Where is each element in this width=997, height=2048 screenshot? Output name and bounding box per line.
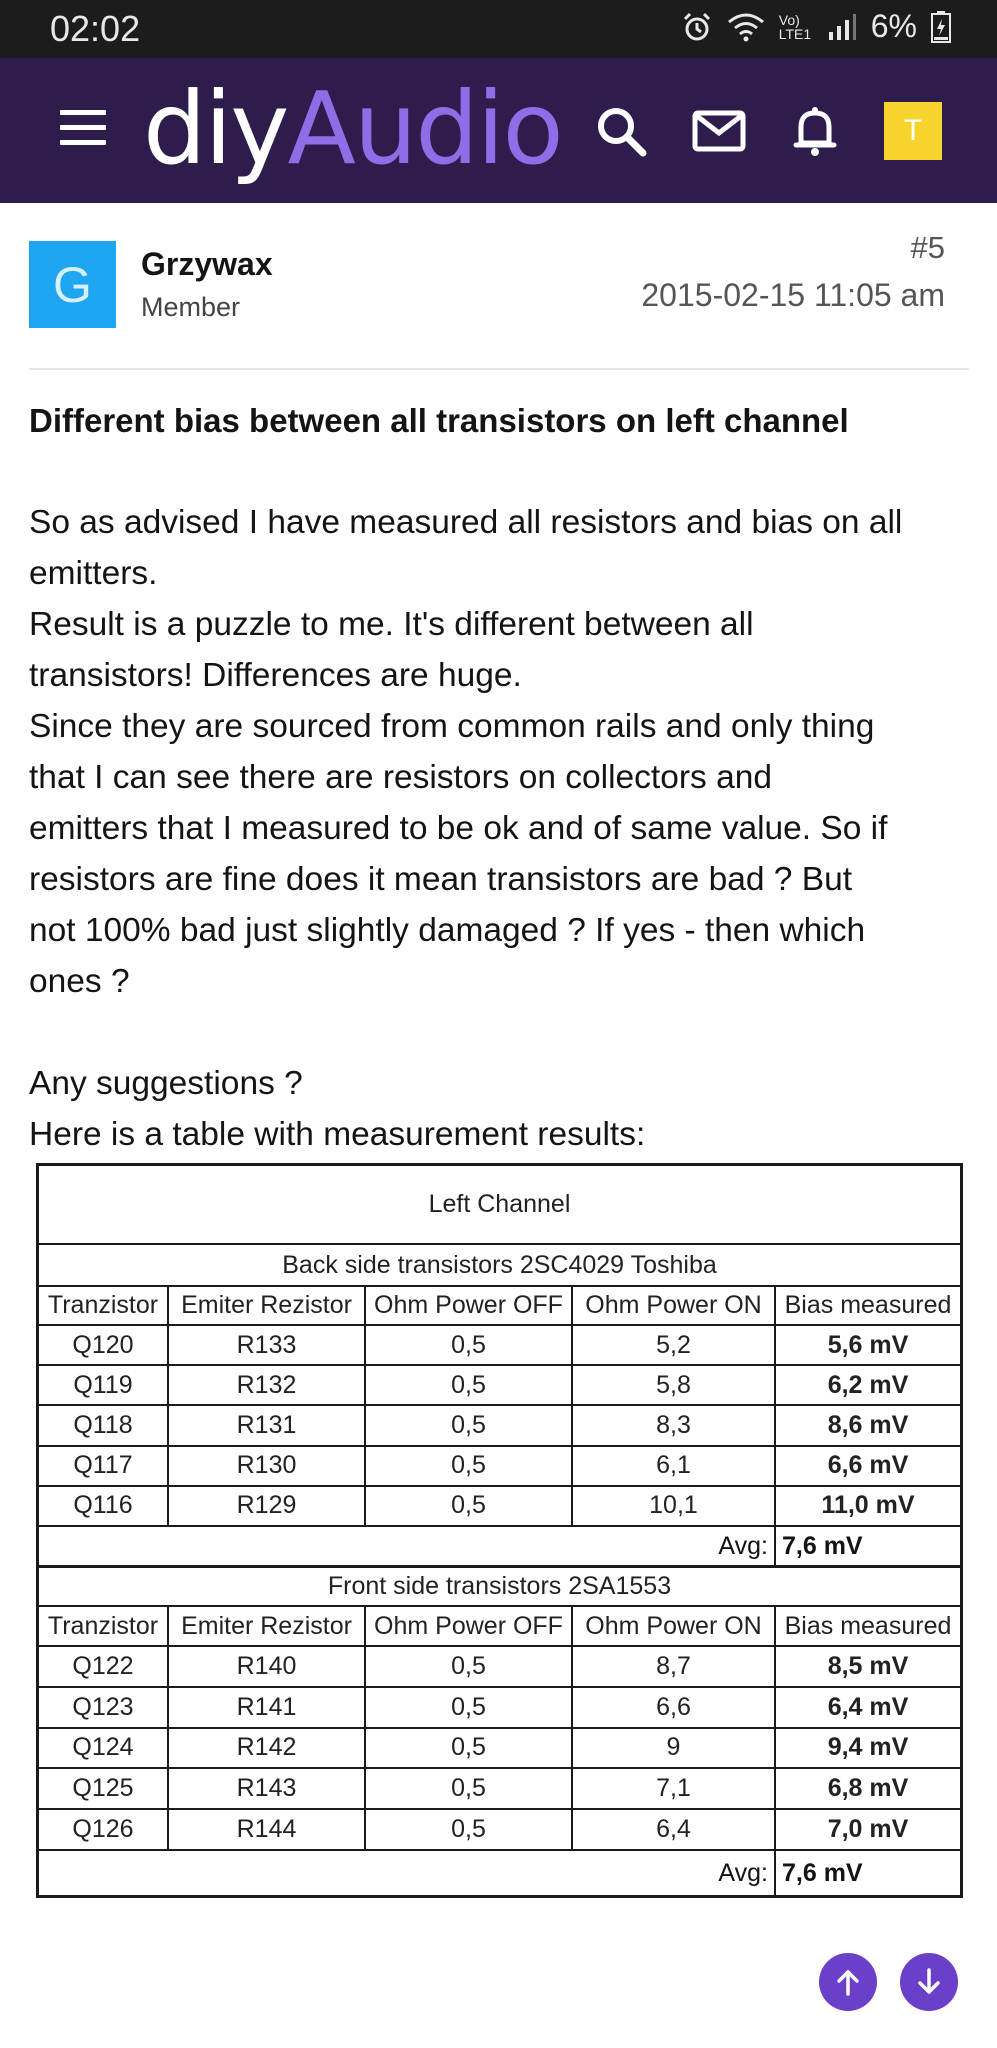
author-avatar[interactable]: G (29, 241, 116, 328)
table-row (39, 1326, 960, 1366)
post-number[interactable]: #5 (910, 230, 945, 265)
table-cell: 10,1 (573, 1487, 776, 1525)
arrow-down-icon (914, 1967, 944, 1997)
table-cell: 6,2 mV (827, 1370, 909, 1399)
table-cell: Q123 (39, 1688, 169, 1727)
paragraph-line: that I can see there are resistors on collectors and (29, 759, 772, 796)
table-cell: R142 (169, 1729, 366, 1768)
paragraph-line: So as advised I have measured all resistors and bias on all (29, 504, 903, 541)
table-cell: 7,0 mV (827, 1815, 909, 1844)
status-time: 02:02 (50, 8, 141, 49)
table-cell: 6,4 (573, 1810, 776, 1849)
signal-icon (827, 12, 857, 42)
mail-icon[interactable] (691, 103, 747, 159)
table-cell: Q125 (39, 1769, 169, 1808)
table-cell: 8,6 mV (827, 1410, 909, 1439)
table-cell: 0,5 (366, 1729, 573, 1768)
avg-value: 7,6 mV (782, 1531, 863, 1560)
table-cell: R129 (169, 1487, 366, 1525)
paragraph-line: Here is a table with measurement results: (29, 1116, 646, 1153)
table-cell: Q122 (39, 1647, 169, 1686)
table-row (39, 1366, 960, 1406)
table-cell: R131 (169, 1406, 366, 1444)
table-cell: R130 (169, 1447, 366, 1485)
paragraph-line: not 100% bad just slightly damaged ? If yes - then which (29, 912, 866, 949)
table-row (39, 1810, 960, 1851)
header-cell: Bias measured (784, 1611, 952, 1640)
table-cell: 7,1 (573, 1769, 776, 1808)
author-role: Member (141, 292, 241, 322)
arrow-up-icon (833, 1967, 863, 1997)
paragraph-line: ones ? (29, 963, 130, 1000)
table-cell: 6,6 (573, 1688, 776, 1727)
header-cell: Ohm Power ON (573, 1287, 776, 1324)
table-cell: R141 (169, 1688, 366, 1727)
table-cell: 0,5 (366, 1406, 573, 1444)
table-cell: 0,5 (366, 1647, 573, 1686)
avg-label: Avg: (39, 1527, 776, 1565)
paragraph-line: emitters that I measured to be ok and of same value. So if (29, 810, 888, 847)
table-cell: 9,4 mV (827, 1733, 909, 1762)
back-header-row (39, 1287, 960, 1326)
table-cell: 6,6 mV (827, 1451, 909, 1480)
measurement-table-image[interactable] (36, 1163, 963, 1898)
table-cell: Q120 (39, 1326, 169, 1364)
back-avg-row (39, 1527, 960, 1568)
table-row (39, 1487, 960, 1527)
table-cell: 0,5 (366, 1487, 573, 1525)
table-row (39, 1769, 960, 1810)
table-cell: 8,7 (573, 1647, 776, 1686)
table-row (39, 1688, 960, 1729)
scroll-down-button[interactable] (900, 1953, 958, 2011)
post-date: 2015-02-15 11:05 am (641, 277, 945, 313)
logo[interactable]: diyAudio (143, 70, 562, 187)
header-cell: Tranzistor (39, 1607, 169, 1645)
table-row (39, 1447, 960, 1487)
divider (29, 368, 969, 370)
table-cell: Q126 (39, 1810, 169, 1849)
table-cell: R143 (169, 1769, 366, 1808)
table-cell: Q124 (39, 1729, 169, 1768)
battery-percent: 6% (870, 8, 917, 44)
post-body (29, 395, 979, 1160)
battery-icon (931, 11, 951, 43)
table-title: Left Channel (39, 1166, 960, 1245)
header-cell: Tranzistor (39, 1287, 169, 1324)
table-cell: 8,5 mV (827, 1651, 909, 1680)
user-avatar[interactable]: T (884, 102, 942, 160)
header-cell: Bias measured (784, 1291, 952, 1319)
table-cell: 0,5 (366, 1769, 573, 1808)
search-icon[interactable] (593, 103, 649, 159)
paragraph-line: resistors are fine does it mean transistors are bad ? But (29, 861, 853, 898)
table-cell: Q118 (39, 1406, 169, 1444)
table-cell: 5,8 (573, 1366, 776, 1404)
paragraph-line: Any suggestions ? (29, 1065, 303, 1102)
table-cell: 0,5 (366, 1447, 573, 1485)
table-cell: 0,5 (366, 1688, 573, 1727)
table-cell: 0,5 (366, 1366, 573, 1404)
author-name[interactable]: Grzywax (141, 246, 273, 282)
app-header (0, 58, 997, 203)
header-cell: Ohm Power OFF (366, 1287, 573, 1324)
table-row (39, 1729, 960, 1770)
table-cell: Q119 (39, 1366, 169, 1404)
table-cell: R140 (169, 1647, 366, 1686)
scroll-up-button[interactable] (819, 1953, 877, 2011)
table-cell: 11,0 mV (821, 1491, 915, 1520)
header-cell: Emiter Rezistor (169, 1607, 366, 1645)
table-row (39, 1647, 960, 1688)
header-cell: Ohm Power OFF (366, 1607, 573, 1645)
status-bar (0, 0, 997, 58)
table-cell: 9 (573, 1729, 776, 1768)
front-header-row (39, 1607, 960, 1647)
table-cell: 0,5 (366, 1810, 573, 1849)
avg-label: Avg: (39, 1851, 776, 1895)
table-row (39, 1406, 960, 1446)
table-cell: 5,2 (573, 1326, 776, 1364)
table-cell: 6,1 (573, 1447, 776, 1485)
table-cell: R132 (169, 1366, 366, 1404)
paragraph-line: emitters. (29, 555, 158, 592)
paragraph-line: Since they are sourced from common rails and only thing (29, 708, 875, 745)
alarm-icon (681, 11, 713, 43)
front-section-title: Front side transistors 2SA1553 (39, 1568, 960, 1607)
table-cell: 5,6 mV (827, 1330, 909, 1359)
table-cell: 8,3 (573, 1406, 776, 1444)
paragraph-line: Result is a puzzle to me. It's different between all (29, 606, 754, 643)
table-cell: 6,8 mV (827, 1774, 909, 1803)
menu-icon[interactable] (60, 110, 106, 150)
wifi-icon (727, 11, 765, 43)
volte-icon: Vo) LTE1 (778, 11, 812, 42)
status-icons (681, 8, 951, 45)
table-cell: R144 (169, 1810, 366, 1849)
table-cell: 0,5 (366, 1326, 573, 1364)
header-cell: Ohm Power ON (573, 1607, 776, 1645)
table-cell: Q117 (39, 1447, 169, 1485)
header-cell: Emiter Rezistor (169, 1287, 366, 1324)
bell-icon[interactable] (787, 103, 843, 159)
table-cell: 6,4 mV (827, 1692, 909, 1721)
table-cell: Q116 (39, 1487, 169, 1525)
table-cell: R133 (169, 1326, 366, 1364)
post-title: Different bias between all transistors on left channel (29, 402, 849, 439)
back-section-title: Back side transistors 2SC4029 Toshiba (39, 1245, 960, 1287)
paragraph-line: transistors! Differences are huge. (29, 657, 522, 694)
front-avg-row (39, 1851, 960, 1895)
avg-value: 7,6 mV (782, 1858, 863, 1887)
